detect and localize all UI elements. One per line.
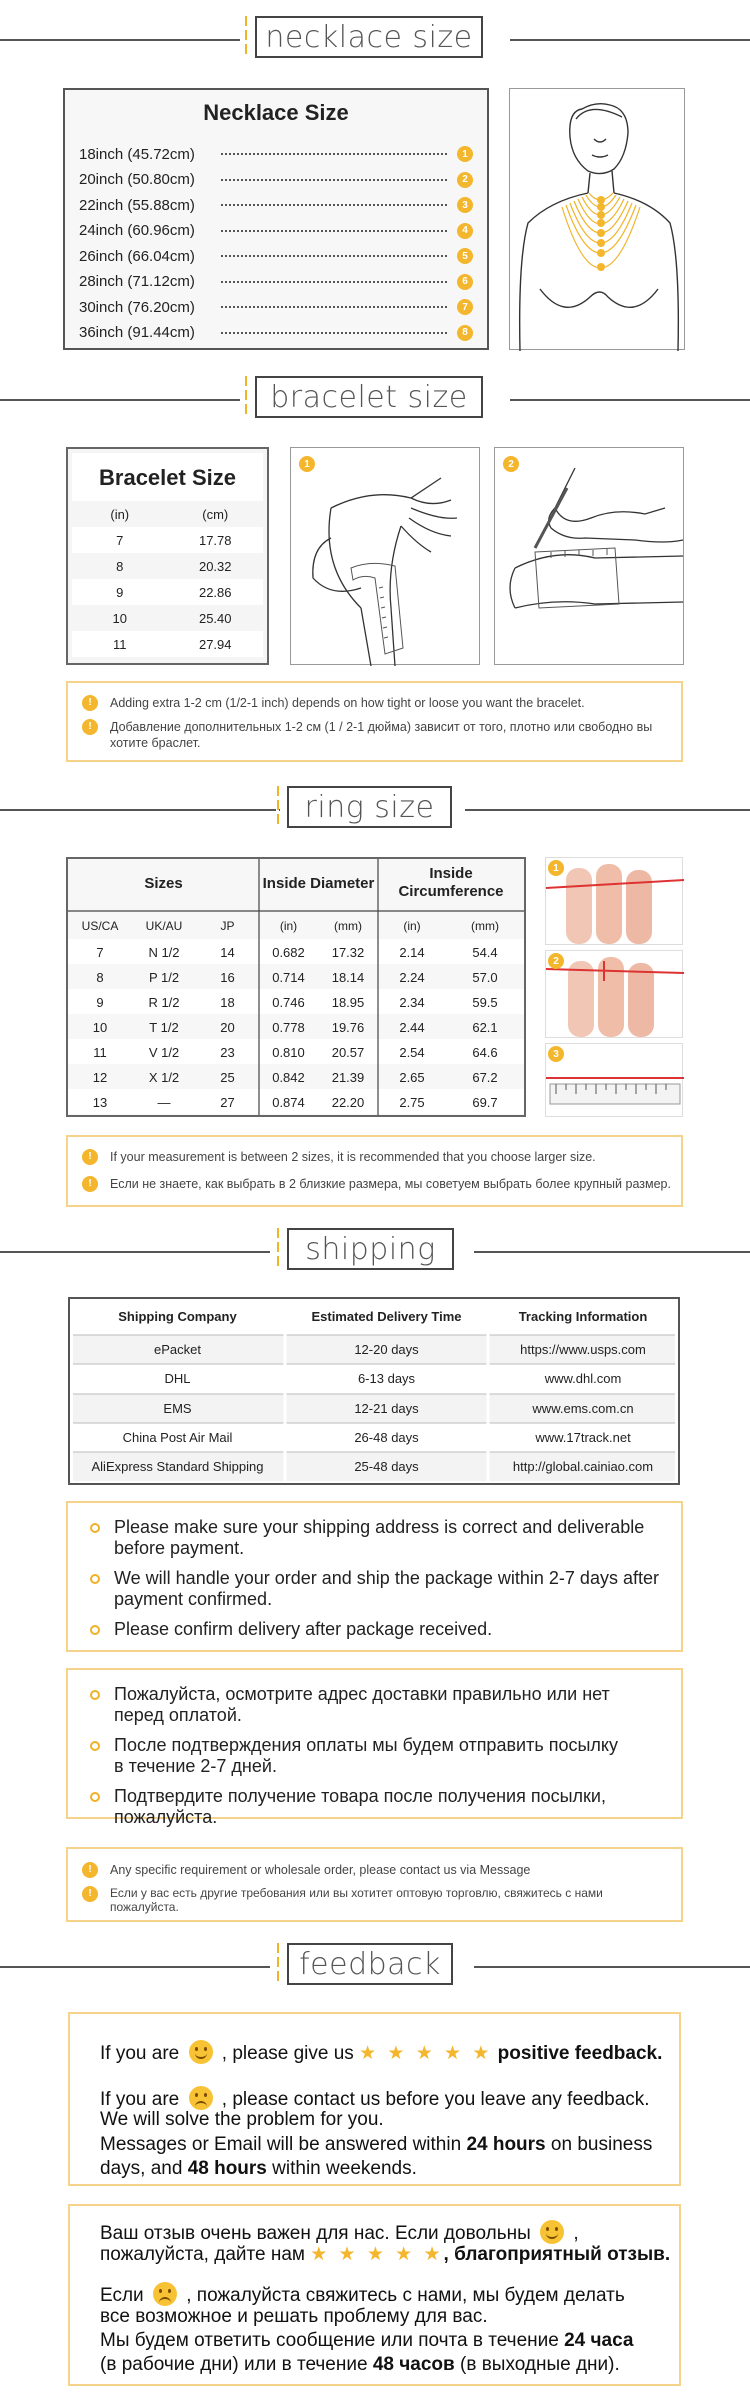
ring-cell: 2.34 (399, 995, 425, 1010)
ring-cell: 0.810 (272, 1045, 305, 1060)
ring-cell: 2.24 (399, 970, 425, 985)
length-badge: 7 (457, 299, 473, 315)
shipping-bullet (90, 1786, 663, 1828)
necklace-length: 24inch (60.96cm) (79, 222, 195, 239)
sad-face-icon (153, 2282, 177, 2306)
ring-cell: 12 (92, 1070, 108, 1085)
delivery-time: 25-48 days (354, 1459, 419, 1475)
ring-cell: 69.7 (472, 1095, 498, 1110)
necklace-length: 20inch (50.80cm) (79, 171, 195, 188)
bracelet-size-chart (66, 447, 269, 665)
bracelet-in: 7 (116, 532, 124, 548)
ring-cell: 0.842 (272, 1070, 305, 1085)
dotted-leader (221, 332, 447, 334)
bullet-circle-icon (90, 1741, 100, 1751)
fb-ru-line5a: Мы будем ответить сообщение или почта в течение (100, 2330, 559, 2351)
bullet-line: перед оплатой. (114, 1705, 242, 1725)
ring-subheader: (in) (279, 919, 298, 933)
shipping-section-header (0, 1222, 750, 1282)
shipping-header-row (70, 1302, 678, 1331)
ring-cell: 0.746 (272, 995, 305, 1010)
ring-subheader: (mm) (471, 919, 499, 933)
bullet-line: before payment. (114, 1538, 245, 1558)
ring-cell: P 1/2 (148, 970, 180, 985)
info-icon: ! (82, 695, 98, 711)
necklace-row (79, 244, 473, 268)
fb-ru-line1b: , (573, 2223, 579, 2244)
info-icon: ! (82, 719, 98, 735)
contact-note-ru: Если у вас есть другие требования или вы хотитет оптовую торговлю, свяжитесь с нами пожалуйста. (110, 1886, 603, 1914)
smile-icon (189, 2040, 213, 2064)
ring-cell: 18 (220, 995, 235, 1010)
header-shipping-company: Shipping Company (118, 1309, 237, 1324)
ring-cell: 62.1 (472, 1020, 498, 1035)
ring-subheader: US/CA (81, 919, 119, 933)
bracelet-cm: 22.86 (198, 584, 232, 600)
bullet-circle-icon (90, 1625, 100, 1635)
ring-cell: 18.14 (331, 970, 365, 985)
shipping-notes-en (66, 1501, 683, 1652)
finger-mark-illustration (546, 951, 684, 1039)
fb-en-positive: positive feedback. (497, 2043, 663, 2064)
delivery-time: 12-21 days (354, 1400, 419, 1416)
ring-measure-image-3 (545, 1043, 683, 1117)
delivery-time: 12-20 days (354, 1342, 419, 1357)
info-icon: ! (82, 1886, 98, 1902)
shipping-company: EMS (163, 1400, 192, 1416)
ring-cell: 18.95 (331, 995, 365, 1010)
bullet-text (114, 1735, 618, 1777)
ring-cell: 2.75 (399, 1095, 425, 1110)
bracelet-note-ru: Добавление дополнительных 1-2 см (1 / 2-1 дюйма) зависит от того, плотно или свободно вы хотите браслет. (110, 720, 653, 750)
bullet-circle-icon (90, 1792, 100, 1802)
header-inside-diameter: Inside Diameter (262, 875, 375, 892)
ring-cell: 2.14 (399, 945, 425, 960)
bracelet-header-row (72, 501, 263, 527)
necklace-row (79, 321, 473, 345)
bracelet-in: 11 (113, 636, 127, 652)
ring-cell: 57.0 (472, 970, 498, 985)
ring-cell: T 1/2 (149, 1020, 179, 1035)
necklace-row (79, 168, 473, 192)
bullet-text (114, 1786, 606, 1828)
dotted-leader (221, 255, 447, 257)
fb-ru-24h: 24 часа (564, 2330, 634, 2351)
bracelet-in: 10 (112, 610, 127, 626)
bullet-line: в течение 2-7 дней. (114, 1756, 277, 1776)
finger-string-illustration (546, 858, 684, 946)
bracelet-note-en: Adding extra 1-2 cm (1/2-1 inch) depends on how tight or loose you want the bracelet. (110, 696, 585, 710)
section-title: ring size (287, 786, 452, 828)
bullet-text (114, 1684, 610, 1726)
ring-cell: 21.39 (331, 1070, 365, 1085)
shipping-bullet (90, 1684, 663, 1726)
ring-note-en: If your measurement is between 2 sizes, it is recommended that you choose larger size. (110, 1150, 596, 1164)
ring-section-header (0, 780, 750, 840)
bullet-text (114, 1568, 659, 1610)
shipping-company: DHL (164, 1371, 191, 1387)
necklace-section-header (0, 10, 750, 70)
ring-cell: — (157, 1095, 171, 1110)
ring-cell: 27 (220, 1095, 235, 1110)
shipping-company: China Post Air Mail (122, 1429, 233, 1445)
shipping-bullet (90, 1735, 663, 1777)
length-badge: 1 (457, 146, 473, 162)
ring-cell: 20 (220, 1020, 235, 1035)
shipping-row (70, 1423, 678, 1452)
bracelet-row (72, 527, 263, 553)
fb-en-48h: 48 hours (187, 2158, 267, 2179)
length-badge: 2 (457, 172, 473, 188)
fb-ru-line6a: (в рабочие дни) или в течение (100, 2354, 368, 2375)
fb-ru-line4: все возможное и решать проблему для вас. (100, 2306, 488, 2327)
bullet-text (114, 1517, 644, 1559)
dotted-leader (221, 153, 447, 155)
bracelet-measure-image-2 (494, 447, 684, 665)
necklace-length: 22inch (55.88cm) (79, 196, 195, 214)
header-circumference-2: Circumference (398, 883, 504, 900)
bullet-circle-icon (90, 1690, 100, 1700)
contact-note-en: Any specific requirement or wholesale order, please contact us via Message (110, 1863, 531, 1877)
ring-cell: 11 (93, 1045, 107, 1060)
necklace-length: 36inch (91.44cm) (79, 324, 195, 341)
fb-en-24h: 24 hours (466, 2134, 546, 2155)
bracelet-cm: 17.78 (198, 532, 232, 548)
tracking-url: https://www.usps.com (520, 1342, 646, 1357)
ring-cell: X 1/2 (148, 1070, 180, 1085)
ring-cell: 0.714 (272, 970, 305, 985)
smile-icon (540, 2220, 564, 2244)
tracking-url: www.ems.com.cn (532, 1400, 634, 1416)
necklace-row (79, 270, 473, 294)
ring-cell: 20.57 (331, 1045, 365, 1060)
necklace-illustration (510, 89, 686, 351)
ring-cell: 0.682 (272, 945, 305, 960)
bracelet-chart-title: Bracelet Size (72, 453, 263, 501)
fb-ru-line1a: Ваш отзыв очень важен для нас. Если довольны (100, 2223, 531, 2244)
bullet-line: После подтверждения оплаты мы будем отправить посылку (114, 1735, 618, 1755)
ring-cell: 8 (96, 970, 104, 985)
ring-cell: 13 (92, 1095, 108, 1110)
shipping-bullet (90, 1517, 663, 1559)
necklace-chart-title: Necklace Size (203, 100, 349, 125)
ring-cell: 59.5 (472, 995, 498, 1010)
feedback-box-en (68, 2012, 681, 2186)
fb-ru-line3a: Если (100, 2285, 144, 2306)
shipping-notes-ru (66, 1668, 683, 1827)
ring-cell: 16 (220, 970, 235, 985)
length-badge: 5 (457, 248, 473, 264)
dotted-leader (221, 306, 447, 308)
necklace-length: 26inch (66.04cm) (79, 247, 195, 265)
bracelet-measure-image-1 (290, 447, 480, 665)
necklace-figure (509, 88, 685, 350)
ring-cell: 2.54 (399, 1045, 425, 1060)
ring-cell: 9 (96, 995, 104, 1010)
bullet-circle-icon (90, 1523, 100, 1533)
necklace-row (79, 193, 473, 217)
bracelet-cm: 27.94 (198, 636, 232, 652)
bracelet-in: 8 (116, 558, 124, 574)
feedback-section-header (0, 1937, 750, 1997)
shipping-company: ePacket (154, 1342, 201, 1357)
fb-ru-favorable: , благоприятный отзыв. (443, 2244, 671, 2265)
length-badge: 3 (457, 197, 473, 213)
fb-ru-line6c: (в выходные дни). (460, 2354, 620, 2375)
delivery-time: 26-48 days (354, 1429, 419, 1445)
bracelet-in: 9 (116, 584, 124, 600)
tracking-url: www.dhl.com (544, 1371, 622, 1387)
bracelet-note (66, 681, 683, 762)
bullet-text (114, 1619, 492, 1640)
ring-cell: 10 (92, 1020, 108, 1035)
length-badge: 6 (457, 274, 473, 290)
section-title: shipping (287, 1228, 454, 1270)
ring-subheader: UK/AU (145, 919, 183, 933)
bullet-line: пожалуйста. (114, 1807, 218, 1827)
ring-cell: 54.4 (472, 945, 498, 960)
necklace-length: 30inch (76.20cm) (79, 298, 195, 316)
necklace-row (79, 219, 473, 243)
ring-cell: 25 (220, 1070, 235, 1085)
bullet-line: payment confirmed. (114, 1589, 273, 1609)
section-title: necklace size (255, 16, 483, 58)
fb-ru-48h: 48 часов (372, 2354, 455, 2375)
fb-en-line2a: If you are (100, 2089, 180, 2110)
shipping-row (70, 1364, 678, 1393)
ring-subheader: JP (220, 919, 235, 933)
step-badge: 3 (548, 1046, 564, 1062)
length-badge: 4 (457, 223, 473, 239)
ring-note-ru: Если не знаете, как выбрать в 2 близкие размера, мы советуем выбрать более крупный размер. (110, 1177, 671, 1191)
header-circumference-1: Inside (429, 865, 473, 882)
col-in: (in) (110, 506, 130, 522)
delivery-time: 6-13 days (357, 1371, 416, 1387)
shipping-table (68, 1297, 680, 1485)
ring-cell: 7 (96, 945, 104, 960)
fb-en-line4a: Messages or Email will be answered within (100, 2134, 462, 2155)
necklace-length: 28inch (71.12cm) (79, 273, 195, 290)
bullet-line: Please make sure your shipping address is correct and deliverable (114, 1517, 645, 1537)
necklace-size-chart (63, 88, 489, 350)
ring-cell: 64.6 (472, 1045, 498, 1060)
wrist-measure-illustration (291, 448, 481, 666)
ring-cell: 19.76 (331, 1020, 365, 1035)
col-cm: (cm) (202, 506, 229, 522)
necklace-row (79, 295, 473, 319)
header-sizes: Sizes (144, 875, 183, 892)
ring-cell: 17.32 (331, 945, 365, 960)
bullet-line: Please confirm delivery after package received. (114, 1619, 493, 1639)
bracelet-row (72, 553, 263, 579)
ring-measure-image-1 (545, 857, 683, 945)
fb-en-line4c: on business (550, 2134, 653, 2155)
section-title: bracelet size (255, 376, 483, 418)
ring-cell: 2.44 (399, 1020, 425, 1035)
length-badge: 8 (457, 325, 473, 341)
fb-ru-line2a: пожалуйста, дайте нам (100, 2244, 305, 2265)
bullet-circle-icon (90, 1574, 100, 1584)
ring-cell: 2.65 (399, 1070, 425, 1085)
contact-note (66, 1847, 683, 1922)
bracelet-section-header (0, 370, 750, 430)
shipping-row (70, 1452, 678, 1481)
bracelet-cm: 25.40 (198, 610, 232, 626)
bracelet-cm: 20.32 (198, 558, 232, 574)
fb-en-line3: We will solve the problem for you. (100, 2109, 384, 2130)
fb-en-line1a: If you are (100, 2043, 180, 2064)
dotted-leader (221, 230, 447, 232)
fb-en-line5a: days, and (100, 2158, 183, 2179)
section-title: feedback (287, 1943, 453, 1985)
tracking-url: www.17track.net (535, 1429, 631, 1445)
ring-cell: 22.20 (331, 1095, 365, 1110)
ring-cell: N 1/2 (148, 945, 180, 960)
fb-en-line1b: , please give us (221, 2043, 354, 2064)
step-badge: 2 (503, 456, 519, 472)
fb-en-line5c: within weekends. (272, 2158, 417, 2179)
ring-cell: 0.778 (272, 1020, 305, 1035)
shipping-row (70, 1394, 678, 1423)
sad-face-icon (189, 2086, 213, 2110)
header-delivery-time: Estimated Delivery Time (311, 1309, 462, 1324)
ring-cell: V 1/2 (148, 1045, 180, 1060)
header-tracking: Tracking Information (518, 1309, 648, 1324)
five-stars-icon: ★ ★ ★ ★ ★ (359, 2043, 493, 2064)
step-badge: 1 (548, 860, 564, 876)
shipping-bullet (90, 1619, 663, 1640)
ring-subheader: (in) (403, 919, 421, 933)
tracking-url: http://global.cainiao.com (512, 1459, 654, 1475)
bullet-line: Пожалуйста, осмотрите адрес доставки правильно или нет (114, 1684, 610, 1704)
ring-cell: R 1/2 (148, 995, 180, 1010)
dotted-leader (221, 179, 447, 181)
ring-cell: 14 (220, 945, 235, 960)
dotted-leader (221, 204, 447, 206)
info-icon: ! (82, 1149, 98, 1165)
ruler-illustration (546, 1044, 684, 1118)
step-badge: 2 (548, 953, 564, 969)
info-icon: ! (82, 1862, 98, 1878)
ring-note (66, 1135, 683, 1207)
necklace-row (79, 142, 473, 166)
bracelet-row (72, 605, 263, 631)
feedback-box-ru (68, 2204, 681, 2386)
step-badge: 1 (299, 456, 315, 472)
shipping-row (70, 1335, 678, 1364)
ring-cell: 0.874 (272, 1095, 305, 1110)
bracelet-row (72, 631, 263, 657)
bullet-line: Подтвердите получение товара после получения посылки, (114, 1786, 606, 1806)
ring-subheader: (mm) (334, 919, 362, 933)
fb-en-line2b: , please contact us before you leave any feedback. (221, 2089, 650, 2110)
bracelet-row (72, 579, 263, 605)
bullet-line: We will handle your order and ship the package within 2-7 days after (114, 1568, 659, 1588)
pen-mark-illustration (495, 448, 685, 666)
ring-cell: 67.2 (472, 1070, 498, 1085)
ring-measure-image-2 (545, 950, 683, 1038)
dotted-leader (221, 281, 447, 283)
five-stars-icon: ★ ★ ★ ★ ★ (310, 2244, 444, 2265)
necklace-length: 18inch (45.72cm) (79, 145, 195, 163)
shipping-company: AliExpress Standard Shipping (91, 1459, 264, 1475)
fb-ru-line3b: , пожалуйста свяжитесь с нами, мы будем делать (186, 2285, 625, 2306)
shipping-bullet (90, 1568, 663, 1610)
info-icon: ! (82, 1176, 98, 1192)
ring-cell: 23 (220, 1045, 235, 1060)
ring-size-chart (66, 857, 526, 1117)
